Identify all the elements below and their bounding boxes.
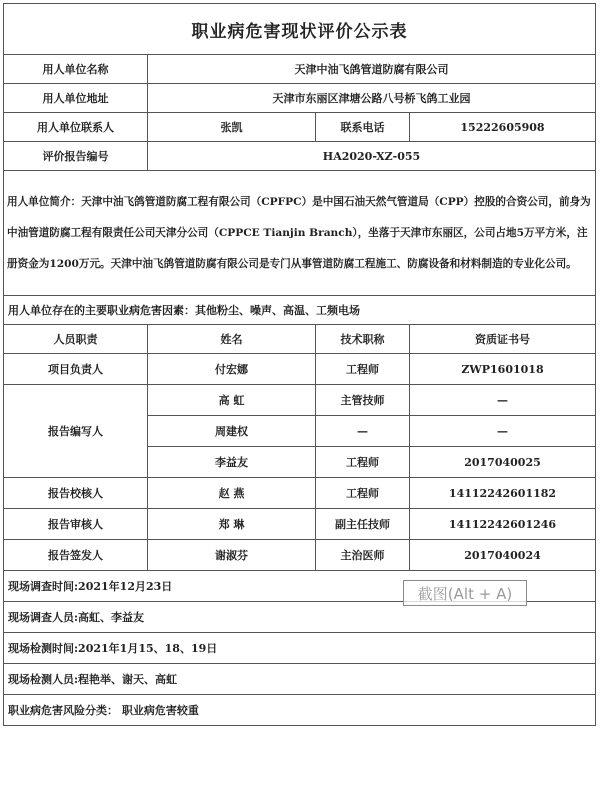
role-report-issuer: 报告签发人 bbox=[4, 540, 148, 571]
staff-header-role: 人员职责 bbox=[4, 325, 148, 354]
staff-header-cert: 资质证书号 bbox=[410, 325, 596, 354]
survey-staff: 现场调查人员:高虹、李益友 bbox=[4, 602, 596, 633]
staff-name: 付宏娜 bbox=[148, 354, 316, 385]
staff-title: 主管技师 bbox=[316, 385, 410, 416]
staff-name: 赵 燕 bbox=[148, 478, 316, 509]
role-report-reviewer: 报告审核人 bbox=[4, 509, 148, 540]
staff-title: 工程师 bbox=[316, 478, 410, 509]
staff-cert: ZWP1601018 bbox=[410, 354, 596, 385]
role-project-lead: 项目负责人 bbox=[4, 354, 148, 385]
staff-name: 高 虹 bbox=[148, 385, 316, 416]
test-staff: 现场检测人员:程艳举、谢天、高虹 bbox=[4, 664, 596, 695]
staff-name: 周建权 bbox=[148, 416, 316, 447]
disclosure-table bbox=[3, 3, 596, 726]
staff-title: — bbox=[316, 416, 410, 447]
report-no-label: 评价报告编号 bbox=[4, 142, 148, 171]
employer-address-value: 天津市东丽区津塘公路八号桥飞鸽工业园 bbox=[148, 84, 596, 113]
staff-cert: 14112242601246 bbox=[410, 509, 596, 540]
staff-title: 工程师 bbox=[316, 447, 410, 478]
role-report-writer: 报告编写人 bbox=[4, 385, 148, 478]
staff-cert: — bbox=[410, 416, 596, 447]
employer-contact-value: 张凯 bbox=[148, 113, 316, 142]
table-row bbox=[4, 540, 596, 571]
staff-cert: — bbox=[410, 385, 596, 416]
hazard-factors: 用人单位存在的主要职业病危害因素：其他粉尘、噪声、高温、工频电场 bbox=[4, 296, 596, 325]
staff-name: 谢淑芬 bbox=[148, 540, 316, 571]
employer-name-value: 天津中油飞鸽管道防腐有限公司 bbox=[148, 55, 596, 84]
survey-time: 现场调查时间:2021年12月23日 bbox=[4, 571, 596, 602]
staff-title: 主治医师 bbox=[316, 540, 410, 571]
staff-title: 副主任技师 bbox=[316, 509, 410, 540]
staff-cert: 14112242601182 bbox=[410, 478, 596, 509]
table-row bbox=[4, 509, 596, 540]
staff-name: 李益友 bbox=[148, 447, 316, 478]
employer-phone-label: 联系电话 bbox=[316, 113, 410, 142]
role-report-checker: 报告校核人 bbox=[4, 478, 148, 509]
staff-header-name: 姓名 bbox=[148, 325, 316, 354]
employer-contact-label: 用人单位联系人 bbox=[4, 113, 148, 142]
test-time: 现场检测时间:2021年1月15、18、19日 bbox=[4, 633, 596, 664]
risk-classification: 职业病危害风险分类： 职业病危害较重 bbox=[4, 695, 596, 726]
screenshot-tooltip: 截图(Alt + A) bbox=[403, 580, 527, 606]
report-no-value: HA2020-XZ-055 bbox=[148, 142, 596, 171]
table-row bbox=[4, 354, 596, 385]
staff-name: 郑 琳 bbox=[148, 509, 316, 540]
staff-title: 工程师 bbox=[316, 354, 410, 385]
employer-intro: 用人单位简介：天津中油飞鸽管道防腐工程有限公司（CPFPC）是中国石油天然气管道局（CPP）控股的合资公司，前身为中油管道防腐工程有限责任公司天津分公司（CPPCE Tianjin Branch），坐落于天津市东丽区，公司占地5万平方米，注册资金为1200万元。天津中油飞鸽管道防腐有限公司是专门从事管道防腐工程施工、防腐设备和材料制造的专业化公司。 bbox=[4, 171, 596, 296]
employer-address-label: 用人单位地址 bbox=[4, 84, 148, 113]
page-title: 职业病危害现状评价公示表 bbox=[4, 4, 596, 55]
staff-cert: 2017040025 bbox=[410, 447, 596, 478]
employer-phone-value: 15222605908 bbox=[410, 113, 596, 142]
employer-name-label: 用人单位名称 bbox=[4, 55, 148, 84]
table-row bbox=[4, 478, 596, 509]
staff-cert: 2017040024 bbox=[410, 540, 596, 571]
table-row bbox=[4, 385, 596, 416]
staff-header-title: 技术职称 bbox=[316, 325, 410, 354]
